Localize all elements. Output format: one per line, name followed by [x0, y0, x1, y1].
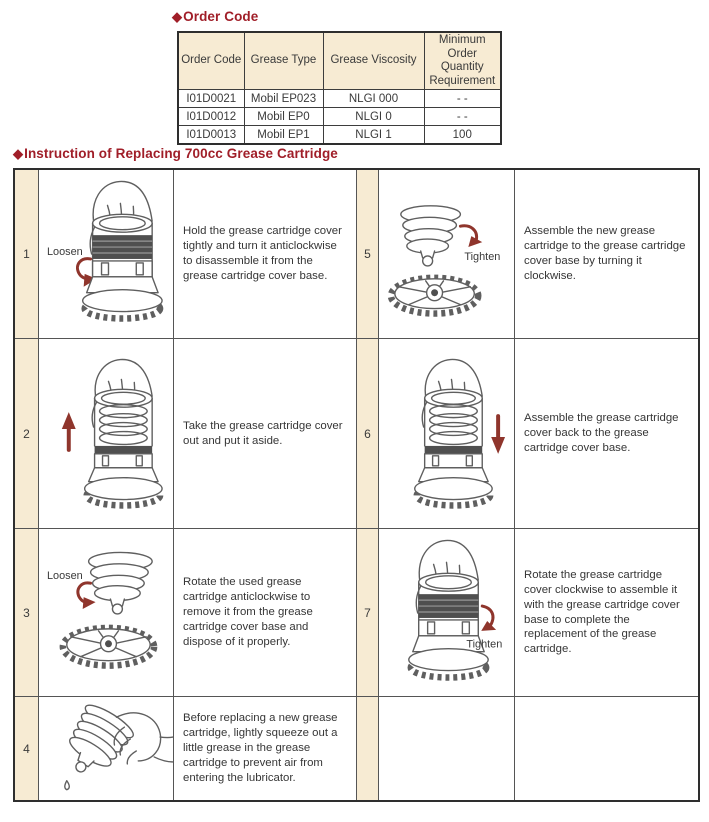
grease-type-cell: Mobil EP1: [244, 126, 323, 145]
step-description-text: Rotate the grease cartridge cover clockwise to assemble it with the grease cartridge cover base to complete the replacement of the grease cartridge.: [524, 569, 680, 656]
step-description-text: Take the grease cartridge cover out and put it aside.: [183, 419, 343, 447]
tighten-arrow-icon: [481, 606, 496, 631]
diamond-icon: ◆: [172, 9, 183, 24]
step-number: 6: [357, 339, 379, 529]
order-table-header-row: [178, 32, 501, 90]
tighten-label: Tighten: [466, 638, 503, 651]
step-description-text: Assemble the grease cartridge cover back to the grease cartridge cover base.: [524, 412, 679, 454]
lubricator-drawing: [409, 540, 488, 677]
tighten-label: Tighten: [464, 250, 501, 263]
step-description-text: Assemble the new grease cartridge to the grease cartridge cover base by turning it clockwise.: [524, 225, 686, 282]
order-table-header: Grease Type: [244, 32, 323, 90]
cover-base-drawing: [391, 278, 478, 314]
lubricator-drawing: [83, 181, 162, 318]
step-description: [174, 697, 357, 800]
min-order-cell: 100: [424, 126, 501, 145]
down-arrow-icon: [491, 416, 505, 454]
step-description: [174, 170, 357, 339]
step-number: 7: [357, 529, 379, 697]
step-description: [174, 339, 357, 529]
diamond-icon: ◆: [13, 146, 24, 161]
step-number: 1: [15, 170, 39, 339]
order-code-heading: [172, 9, 258, 25]
step-description: [515, 529, 698, 697]
step4-illustration: [39, 697, 174, 800]
instruction-steps-table: [13, 168, 700, 802]
grease-viscosity-cell: NLGI 000: [323, 90, 424, 108]
order-code-table: [177, 31, 502, 145]
lubricator-springs-drawing: [85, 359, 162, 505]
step7-illustration: [379, 529, 515, 697]
step-number: 5: [357, 170, 379, 339]
empty-illustration-cell: [379, 697, 515, 800]
step-description: [515, 170, 698, 339]
instruction-heading-text: Instruction of Replacing 700cc Grease Cartridge: [24, 146, 338, 161]
step-description-text: Hold the grease cartridge cover tightly and turn it anticlockwise to disassemble it from the grease cartridge cover base.: [183, 225, 342, 282]
order-code-cell: I01D0013: [178, 126, 244, 145]
cartridge-drawing: [401, 206, 461, 266]
loosen-arrow-icon: [78, 582, 96, 608]
order-table-header: Minimum Order Quantity Requirement: [424, 32, 501, 90]
order-code-cell: I01D0012: [178, 108, 244, 126]
up-arrow-icon: [62, 412, 76, 450]
grease-viscosity-cell: NLGI 1: [323, 126, 424, 145]
loosen-label: Loosen: [46, 245, 83, 258]
step1-illustration: [39, 170, 174, 339]
step-description: [515, 339, 698, 529]
grease-type-cell: Mobil EP023: [244, 90, 323, 108]
step-description-text: Rotate the used grease cartridge anticlockwise to remove it from the grease cartridge cover base and dispose of it properly.: [183, 576, 313, 648]
step-number: 3: [15, 529, 39, 697]
step-description-text: Before replacing a new grease cartridge, lightly squeeze out a little grease in the grease cartridge to prevent air from entering the lubricator.: [183, 712, 338, 784]
empty-number-cell: [357, 697, 379, 800]
order-code-heading-text: Order Code: [183, 9, 259, 24]
grease-drop: [65, 780, 69, 789]
step-number: 2: [15, 339, 39, 529]
tighten-arrow-icon: [460, 226, 482, 247]
table-row: [178, 90, 501, 108]
step-number: 4: [15, 697, 39, 800]
step2-illustration: [39, 339, 174, 529]
empty-description-cell: [515, 697, 698, 800]
order-table-header: Order Code: [178, 32, 244, 90]
step5-illustration: [379, 170, 515, 339]
step6-illustration: [379, 339, 515, 529]
grease-type-cell: Mobil EP0: [244, 108, 323, 126]
min-order-cell: - -: [424, 90, 501, 108]
min-order-cell: - -: [424, 108, 501, 126]
step3-illustration: [39, 529, 174, 697]
cartridge-drawing: [89, 552, 153, 614]
step-description: [174, 529, 357, 697]
table-row: [178, 126, 501, 145]
cover-base-drawing: [63, 627, 154, 665]
instruction-heading: [13, 146, 338, 162]
grease-viscosity-cell: NLGI 0: [323, 108, 424, 126]
lubricator-springs-drawing: [415, 359, 492, 505]
order-table-header: Grease Viscosity: [323, 32, 424, 90]
loosen-label: Loosen: [46, 569, 83, 582]
table-row: [178, 108, 501, 126]
order-code-cell: I01D0021: [178, 90, 244, 108]
